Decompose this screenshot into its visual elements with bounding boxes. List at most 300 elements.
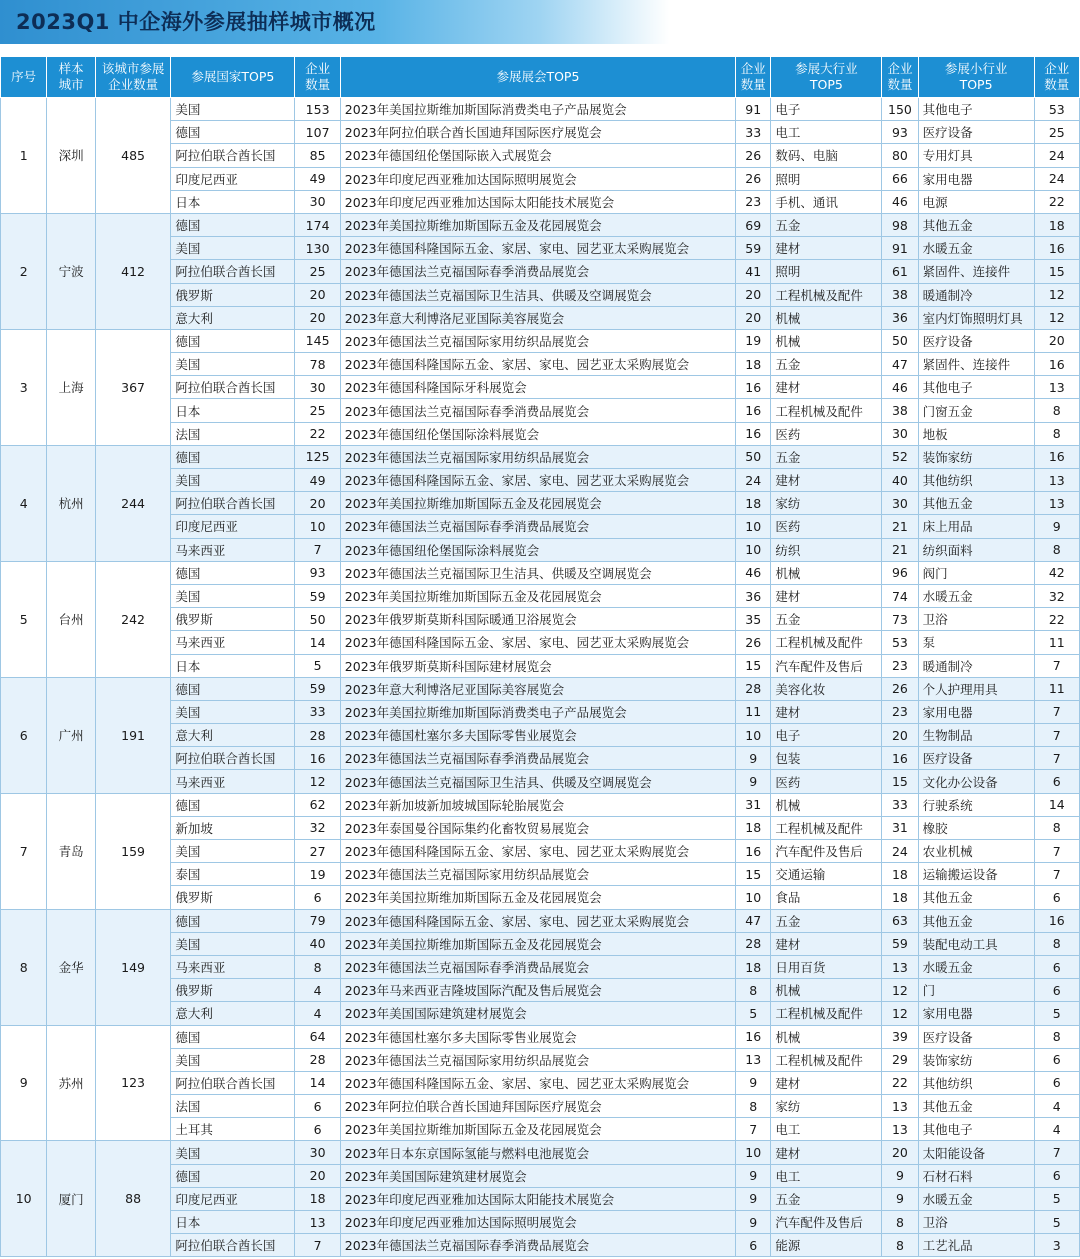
industry-count: 66 — [882, 167, 918, 190]
subindustry-count: 6 — [1034, 955, 1079, 978]
fair-name: 2023年德国杜塞尔多夫国际零售业展览会 — [340, 1025, 735, 1048]
country-name: 阿拉伯联合酋长国 — [171, 492, 295, 515]
industry-name: 电工 — [771, 1118, 882, 1141]
country-name: 意大利 — [171, 1002, 295, 1025]
industry-name: 数码、电脑 — [771, 144, 882, 167]
country-count: 33 — [295, 700, 340, 723]
fair-name: 2023年德国法兰克福国际春季消费品展览会 — [340, 399, 735, 422]
industry-count: 9 — [882, 1187, 918, 1210]
fair-count: 47 — [736, 909, 771, 932]
country-name: 马来西亚 — [171, 955, 295, 978]
subindustry-count: 20 — [1034, 329, 1079, 352]
subindustry-count: 16 — [1034, 445, 1079, 468]
industry-count: 50 — [882, 329, 918, 352]
header-text: 数量 — [887, 77, 913, 92]
fair-count: 36 — [736, 584, 771, 607]
fair-name: 2023年美国拉斯维加斯国际五金及花园展览会 — [340, 1118, 735, 1141]
subindustry-count: 16 — [1034, 909, 1079, 932]
table-header-row — [1, 57, 1080, 98]
country-name: 新加坡 — [171, 816, 295, 839]
subindustry-count: 6 — [1034, 1048, 1079, 1071]
subindustry-count: 7 — [1034, 700, 1079, 723]
subindustry-count: 5 — [1034, 1211, 1079, 1234]
industry-name: 五金 — [771, 909, 882, 932]
industry-name: 建材 — [771, 376, 882, 399]
country-count: 20 — [295, 283, 340, 306]
group-no: 2 — [1, 213, 47, 329]
fair-name: 2023年德国科隆国际五金、家居、家电、园艺亚太采购展览会 — [340, 909, 735, 932]
fair-count: 9 — [736, 1211, 771, 1234]
country-name: 德国 — [171, 561, 295, 584]
group-no: 9 — [1, 1025, 47, 1141]
subindustry-name: 卫浴 — [918, 1211, 1034, 1234]
subindustry-name: 电源 — [918, 190, 1034, 213]
subindustry-count: 12 — [1034, 306, 1079, 329]
industry-count: 20 — [882, 724, 918, 747]
industry-name: 建材 — [771, 237, 882, 260]
subindustry-name: 暖通制冷 — [918, 283, 1034, 306]
subindustry-name: 水暖五金 — [918, 955, 1034, 978]
industry-name: 美容化妆 — [771, 677, 882, 700]
country-count: 59 — [295, 677, 340, 700]
fair-count: 15 — [736, 654, 771, 677]
industry-count: 24 — [882, 840, 918, 863]
industry-name: 电子 — [771, 724, 882, 747]
city-total: 149 — [95, 909, 171, 1025]
fair-name: 2023年马来西亚吉隆坡国际汽配及售后展览会 — [340, 979, 735, 1002]
country-count: 49 — [295, 167, 340, 190]
fair-count: 10 — [736, 538, 771, 561]
country-name: 德国 — [171, 1164, 295, 1187]
fair-count: 10 — [736, 886, 771, 909]
fair-count: 16 — [736, 376, 771, 399]
country-count: 14 — [295, 631, 340, 654]
header-text: 企业数量 — [108, 77, 159, 92]
industry-count: 150 — [882, 98, 918, 121]
fair-name: 2023年德国科隆国际五金、家居、家电、园艺亚太采购展览会 — [340, 469, 735, 492]
group-no: 5 — [1, 561, 47, 677]
country-count: 18 — [295, 1187, 340, 1210]
country-name: 阿拉伯联合酋长国 — [171, 1071, 295, 1094]
industry-name: 交通运输 — [771, 863, 882, 886]
subindustry-name: 其他五金 — [918, 492, 1034, 515]
country-name: 德国 — [171, 445, 295, 468]
country-count: 93 — [295, 561, 340, 584]
city-name: 金华 — [47, 909, 95, 1025]
subindustry-count: 11 — [1034, 677, 1079, 700]
subindustry-name: 室内灯饰照明灯具 — [918, 306, 1034, 329]
industry-name: 汽车配件及售后 — [771, 840, 882, 863]
subindustry-name: 卫浴 — [918, 608, 1034, 631]
fair-count: 18 — [736, 955, 771, 978]
fair-name: 2023年德国法兰克福国际卫生洁具、供暖及空调展览会 — [340, 770, 735, 793]
fair-count: 18 — [736, 816, 771, 839]
country-count: 4 — [295, 1002, 340, 1025]
subindustry-count: 8 — [1034, 422, 1079, 445]
fair-name: 2023年德国科隆国际五金、家居、家电、园艺亚太采购展览会 — [340, 631, 735, 654]
country-name: 马来西亚 — [171, 538, 295, 561]
city-name: 苏州 — [47, 1025, 95, 1141]
fair-name: 2023年美国拉斯维加斯国际消费类电子产品展览会 — [340, 98, 735, 121]
industry-name: 机械 — [771, 1025, 882, 1048]
subindustry-count: 14 — [1034, 793, 1079, 816]
industry-count: 13 — [882, 955, 918, 978]
industry-name: 电工 — [771, 1164, 882, 1187]
subindustry-count: 12 — [1034, 283, 1079, 306]
city-total: 191 — [95, 677, 171, 793]
industry-count: 22 — [882, 1071, 918, 1094]
country-count: 40 — [295, 932, 340, 955]
fair-name: 2023年日本东京国际氢能与燃料电池展览会 — [340, 1141, 735, 1164]
subindustry-count: 25 — [1034, 121, 1079, 144]
country-name: 俄罗斯 — [171, 608, 295, 631]
country-count: 6 — [295, 1118, 340, 1141]
fair-count: 6 — [736, 1234, 771, 1257]
subindustry-name: 专用灯具 — [918, 144, 1034, 167]
industry-count: 21 — [882, 538, 918, 561]
industry-count: 16 — [882, 747, 918, 770]
group-no: 6 — [1, 677, 47, 793]
city-name: 杭州 — [47, 445, 95, 561]
subindustry-name: 个人护理用具 — [918, 677, 1034, 700]
country-name: 法国 — [171, 422, 295, 445]
country-name: 美国 — [171, 700, 295, 723]
industry-count: 29 — [882, 1048, 918, 1071]
header-text: 企业 — [887, 61, 913, 76]
header-text: TOP5 — [809, 77, 843, 92]
subindustry-count: 7 — [1034, 840, 1079, 863]
fair-count: 28 — [736, 677, 771, 700]
fair-name: 2023年德国纽伦堡国际涂料展览会 — [340, 538, 735, 561]
city-total: 159 — [95, 793, 171, 909]
header-col-subindustry-top5 — [918, 57, 1034, 98]
fair-name: 2023年德国法兰克福国际家用纺织品展览会 — [340, 329, 735, 352]
industry-name: 医药 — [771, 422, 882, 445]
country-name: 马来西亚 — [171, 631, 295, 654]
country-name: 日本 — [171, 399, 295, 422]
header-col-city — [47, 57, 95, 98]
fair-count: 9 — [736, 747, 771, 770]
subindustry-count: 8 — [1034, 932, 1079, 955]
subindustry-name: 暖通制冷 — [918, 654, 1034, 677]
country-count: 28 — [295, 724, 340, 747]
fair-name: 2023年意大利博洛尼亚国际美容展览会 — [340, 306, 735, 329]
header-text: 参展小行业 — [944, 61, 1008, 76]
industry-count: 23 — [882, 654, 918, 677]
subindustry-name: 门 — [918, 979, 1034, 1002]
industry-name: 机械 — [771, 329, 882, 352]
header-text: 参展国家TOP5 — [191, 69, 275, 84]
industry-name: 家纺 — [771, 1095, 882, 1118]
subindustry-name: 紧固件、连接件 — [918, 353, 1034, 376]
country-count: 30 — [295, 190, 340, 213]
country-count: 59 — [295, 584, 340, 607]
subindustry-name: 农业机械 — [918, 840, 1034, 863]
subindustry-name: 装饰家纺 — [918, 1048, 1034, 1071]
country-name: 美国 — [171, 584, 295, 607]
industry-count: 20 — [882, 1141, 918, 1164]
industry-name: 电子 — [771, 98, 882, 121]
table-row — [1, 677, 1080, 700]
header-text: 该城市参展 — [101, 61, 165, 76]
header-text: 企业 — [1044, 61, 1070, 76]
subindustry-name: 工艺礼品 — [918, 1234, 1034, 1257]
title-banner — [0, 0, 1080, 44]
industry-count: 15 — [882, 770, 918, 793]
industry-name: 建材 — [771, 469, 882, 492]
fair-name: 2023年德国法兰克福国际家用纺织品展览会 — [340, 445, 735, 468]
industry-name: 医药 — [771, 770, 882, 793]
industry-count: 53 — [882, 631, 918, 654]
country-count: 50 — [295, 608, 340, 631]
subindustry-count: 6 — [1034, 979, 1079, 1002]
fair-count: 46 — [736, 561, 771, 584]
industry-name: 建材 — [771, 584, 882, 607]
industry-count: 47 — [882, 353, 918, 376]
industry-name: 食品 — [771, 886, 882, 909]
fair-count: 23 — [736, 190, 771, 213]
industry-count: 74 — [882, 584, 918, 607]
industry-count: 52 — [882, 445, 918, 468]
fair-count: 18 — [736, 353, 771, 376]
country-name: 德国 — [171, 121, 295, 144]
country-name: 意大利 — [171, 724, 295, 747]
industry-name: 汽车配件及售后 — [771, 654, 882, 677]
country-count: 12 — [295, 770, 340, 793]
subindustry-count: 6 — [1034, 886, 1079, 909]
country-count: 30 — [295, 376, 340, 399]
header-text: 数量 — [305, 77, 331, 92]
industry-count: 18 — [882, 886, 918, 909]
subindustry-name: 水暖五金 — [918, 237, 1034, 260]
city-total: 242 — [95, 561, 171, 677]
fair-name: 2023年俄罗斯莫斯科国际建材展览会 — [340, 654, 735, 677]
fair-count: 5 — [736, 1002, 771, 1025]
fair-name: 2023年德国纽伦堡国际涂料展览会 — [340, 422, 735, 445]
subindustry-name: 泵 — [918, 631, 1034, 654]
industry-count: 31 — [882, 816, 918, 839]
industry-name: 汽车配件及售后 — [771, 1211, 882, 1234]
country-name: 阿拉伯联合酋长国 — [171, 260, 295, 283]
city-total: 367 — [95, 329, 171, 445]
subindustry-name: 其他五金 — [918, 213, 1034, 236]
industry-count: 73 — [882, 608, 918, 631]
subindustry-count: 53 — [1034, 98, 1079, 121]
subindustry-count: 22 — [1034, 608, 1079, 631]
industry-name: 机械 — [771, 979, 882, 1002]
industry-count: 96 — [882, 561, 918, 584]
subindustry-count: 22 — [1034, 190, 1079, 213]
header-col-city-total — [95, 57, 171, 98]
fair-count: 33 — [736, 121, 771, 144]
industry-name: 建材 — [771, 1071, 882, 1094]
fair-count: 31 — [736, 793, 771, 816]
table-row — [1, 1025, 1080, 1048]
fair-name: 2023年德国杜塞尔多夫国际零售业展览会 — [340, 724, 735, 747]
industry-name: 能源 — [771, 1234, 882, 1257]
country-name: 美国 — [171, 237, 295, 260]
fair-count: 16 — [736, 422, 771, 445]
industry-count: 26 — [882, 677, 918, 700]
header-text: 序号 — [11, 69, 37, 84]
fair-name: 2023年德国科隆国际五金、家居、家电、园艺亚太采购展览会 — [340, 840, 735, 863]
country-count: 130 — [295, 237, 340, 260]
subindustry-count: 8 — [1034, 816, 1079, 839]
table-row — [1, 445, 1080, 468]
industry-name: 照明 — [771, 260, 882, 283]
city-name: 广州 — [47, 677, 95, 793]
fair-count: 26 — [736, 631, 771, 654]
city-name: 深圳 — [47, 98, 95, 214]
header-text: 样本 — [58, 61, 84, 76]
fair-name: 2023年德国法兰克福国际春季消费品展览会 — [340, 260, 735, 283]
header-text: 数量 — [1044, 77, 1070, 92]
country-name: 印度尼西亚 — [171, 515, 295, 538]
country-name: 马来西亚 — [171, 770, 295, 793]
industry-name: 建材 — [771, 700, 882, 723]
country-count: 85 — [295, 144, 340, 167]
subindustry-count: 13 — [1034, 376, 1079, 399]
industry-count: 9 — [882, 1164, 918, 1187]
fair-count: 10 — [736, 1141, 771, 1164]
subindustry-count: 24 — [1034, 144, 1079, 167]
industry-name: 建材 — [771, 1141, 882, 1164]
fair-name: 2023年美国拉斯维加斯国际消费类电子产品展览会 — [340, 700, 735, 723]
country-count: 7 — [295, 1234, 340, 1257]
header-text: 数量 — [740, 77, 766, 92]
fair-count: 20 — [736, 306, 771, 329]
table-row — [1, 561, 1080, 584]
fair-count: 18 — [736, 492, 771, 515]
header-col-country-top5 — [171, 57, 295, 98]
industry-name: 电工 — [771, 121, 882, 144]
industry-count: 18 — [882, 863, 918, 886]
subindustry-name: 家用电器 — [918, 700, 1034, 723]
subindustry-name: 水暖五金 — [918, 584, 1034, 607]
subindustry-name: 其他纺织 — [918, 469, 1034, 492]
city-total: 123 — [95, 1025, 171, 1141]
subindustry-name: 装饰家纺 — [918, 445, 1034, 468]
fair-count: 16 — [736, 399, 771, 422]
fair-name: 2023年阿拉伯联合酋长国迪拜国际医疗展览会 — [340, 1095, 735, 1118]
fair-count: 8 — [736, 979, 771, 1002]
industry-name: 工程机械及配件 — [771, 816, 882, 839]
country-name: 日本 — [171, 654, 295, 677]
subindustry-count: 7 — [1034, 724, 1079, 747]
group-no: 10 — [1, 1141, 47, 1257]
industry-count: 13 — [882, 1118, 918, 1141]
fair-name: 2023年德国科隆国际五金、家居、家电、园艺亚太采购展览会 — [340, 353, 735, 376]
spacer — [0, 44, 1080, 56]
country-count: 16 — [295, 747, 340, 770]
fair-count: 10 — [736, 515, 771, 538]
fair-name: 2023年德国科隆国际五金、家居、家电、园艺亚太采购展览会 — [340, 1071, 735, 1094]
country-count: 20 — [295, 492, 340, 515]
country-count: 28 — [295, 1048, 340, 1071]
header-col-fair-count — [736, 57, 771, 98]
subindustry-name: 其他纺织 — [918, 1071, 1034, 1094]
country-name: 日本 — [171, 1211, 295, 1234]
fair-count: 16 — [736, 1025, 771, 1048]
fair-count: 26 — [736, 167, 771, 190]
country-count: 4 — [295, 979, 340, 1002]
subindustry-name: 其他五金 — [918, 886, 1034, 909]
header-col-fair-top5 — [340, 57, 735, 98]
industry-name: 工程机械及配件 — [771, 399, 882, 422]
country-name: 意大利 — [171, 306, 295, 329]
country-name: 法国 — [171, 1095, 295, 1118]
industry-name: 五金 — [771, 445, 882, 468]
header-col-subindustry-count — [1034, 57, 1079, 98]
subindustry-count: 13 — [1034, 469, 1079, 492]
country-name: 俄罗斯 — [171, 979, 295, 1002]
country-count: 7 — [295, 538, 340, 561]
subindustry-count: 42 — [1034, 561, 1079, 584]
country-count: 5 — [295, 654, 340, 677]
subindustry-count: 13 — [1034, 492, 1079, 515]
subindustry-name: 医疗设备 — [918, 1025, 1034, 1048]
country-count: 19 — [295, 863, 340, 886]
subindustry-name: 橡胶 — [918, 816, 1034, 839]
fair-name: 2023年德国科隆国际五金、家居、家电、园艺亚太采购展览会 — [340, 237, 735, 260]
industry-count: 12 — [882, 979, 918, 1002]
industry-count: 38 — [882, 283, 918, 306]
subindustry-name: 太阳能设备 — [918, 1141, 1034, 1164]
country-name: 阿拉伯联合酋长国 — [171, 376, 295, 399]
country-count: 6 — [295, 1095, 340, 1118]
header-text: 企业 — [305, 61, 331, 76]
fair-name: 2023年印度尼西亚雅加达国际太阳能技术展览会 — [340, 190, 735, 213]
fair-name: 2023年俄罗斯莫斯科国际暖通卫浴展览会 — [340, 608, 735, 631]
fair-count: 41 — [736, 260, 771, 283]
country-name: 美国 — [171, 932, 295, 955]
subindustry-name: 行驶系统 — [918, 793, 1034, 816]
country-name: 美国 — [171, 1048, 295, 1071]
fair-count: 69 — [736, 213, 771, 236]
subindustry-name: 纺织面料 — [918, 538, 1034, 561]
industry-count: 39 — [882, 1025, 918, 1048]
fair-name: 2023年美国拉斯维加斯国际五金及花园展览会 — [340, 213, 735, 236]
city-name: 宁波 — [47, 213, 95, 329]
table-row — [1, 909, 1080, 932]
subindustry-count: 4 — [1034, 1095, 1079, 1118]
industry-name: 机械 — [771, 793, 882, 816]
industry-name: 医药 — [771, 515, 882, 538]
industry-count: 98 — [882, 213, 918, 236]
subindustry-count: 8 — [1034, 538, 1079, 561]
industry-count: 63 — [882, 909, 918, 932]
table-row — [1, 213, 1080, 236]
fair-count: 9 — [736, 1187, 771, 1210]
subindustry-name: 其他电子 — [918, 98, 1034, 121]
industry-count: 30 — [882, 422, 918, 445]
industry-count: 13 — [882, 1095, 918, 1118]
industry-count: 33 — [882, 793, 918, 816]
country-count: 20 — [295, 1164, 340, 1187]
country-count: 13 — [295, 1211, 340, 1234]
industry-count: 80 — [882, 144, 918, 167]
industry-name: 手机、通讯 — [771, 190, 882, 213]
fair-count: 50 — [736, 445, 771, 468]
group-no: 4 — [1, 445, 47, 561]
country-count: 107 — [295, 121, 340, 144]
fair-name: 2023年阿拉伯联合酋长国迪拜国际医疗展览会 — [340, 121, 735, 144]
subindustry-count: 7 — [1034, 1141, 1079, 1164]
fair-count: 35 — [736, 608, 771, 631]
city-total: 412 — [95, 213, 171, 329]
subindustry-name: 紧固件、连接件 — [918, 260, 1034, 283]
subindustry-count: 15 — [1034, 260, 1079, 283]
